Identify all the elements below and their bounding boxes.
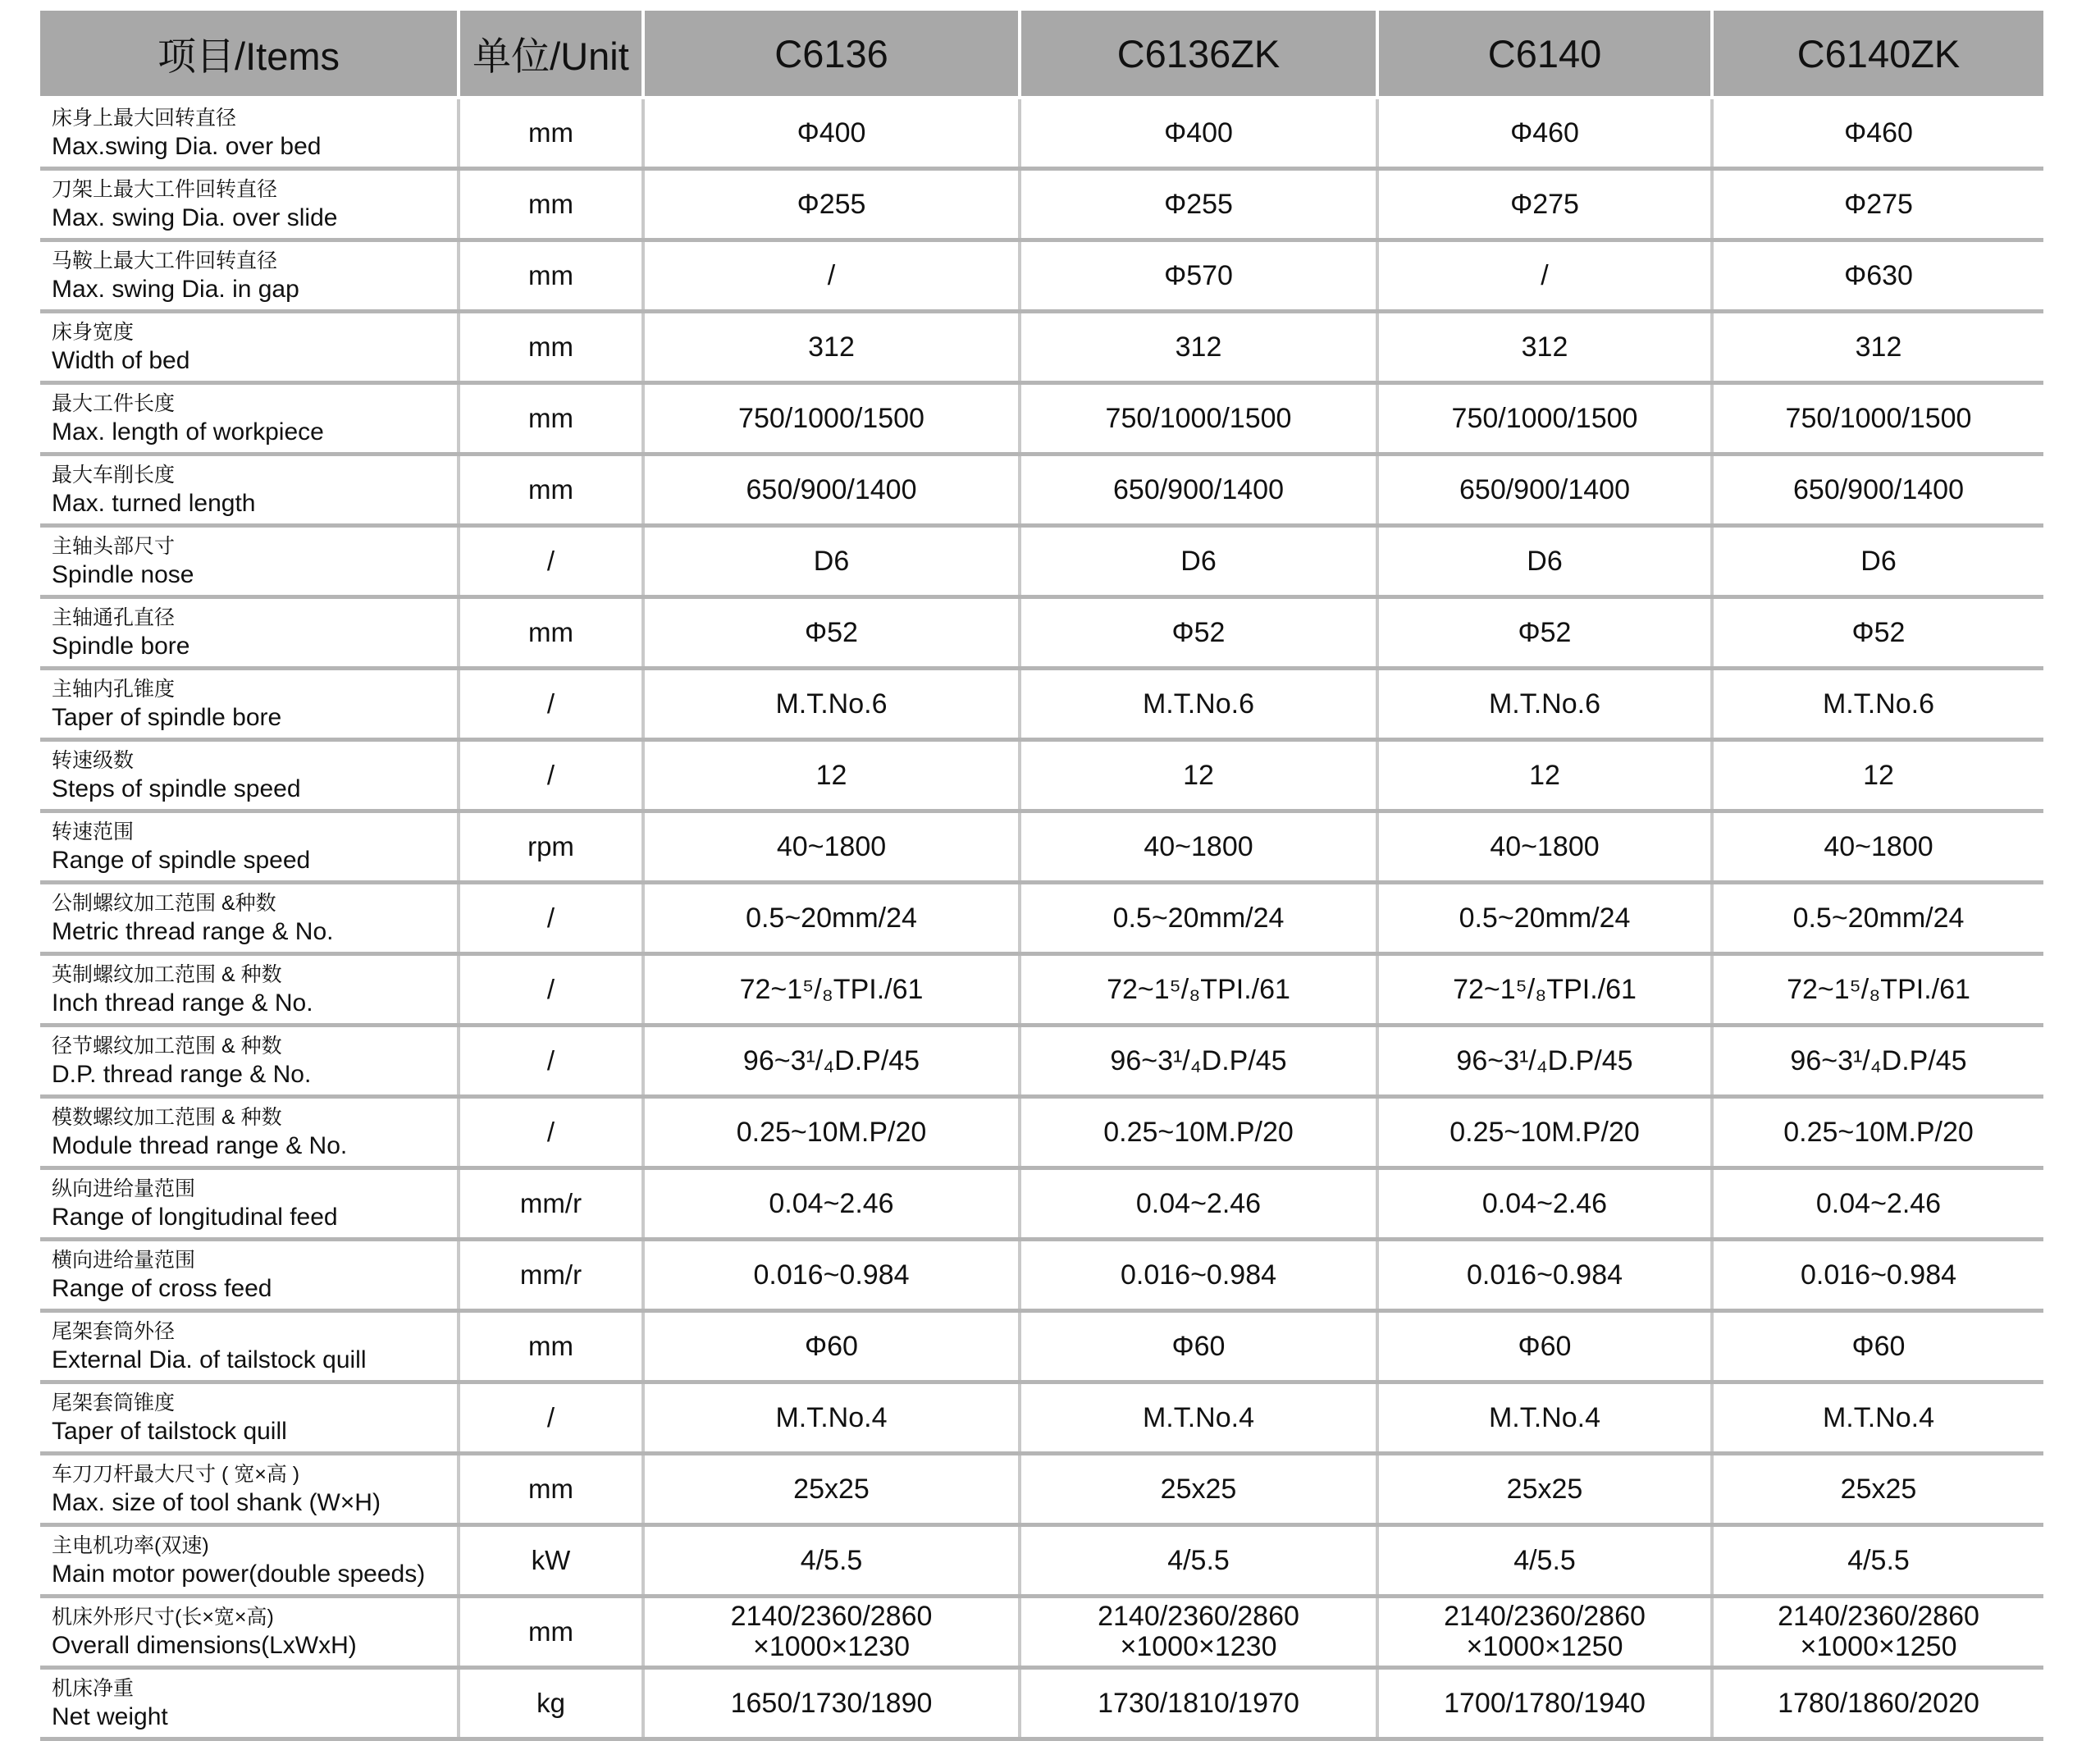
item-label-en: Max.swing Dia. over bed [52,133,322,160]
item-label-en: Spindle nose [52,561,194,588]
item-cell [40,883,459,954]
value-cell: 0.25~10M.P/20 [1020,1097,1377,1168]
table-row [40,1026,2043,1097]
value-cell: 40~1800 [1020,811,1377,883]
table-row [40,954,2043,1026]
value-cell: 4/5.5 [1712,1525,2043,1597]
item-label-zh: 径节螺纹加工范围 & 种数 [52,1035,282,1058]
item-label-zh: 转速范围 [52,820,135,843]
table-row [40,1525,2043,1597]
value-cell: 4/5.5 [1020,1525,1377,1597]
value-cell: 25x25 [1712,1454,2043,1525]
value-cell: Φ460 [1712,98,2043,169]
table-row [40,240,2043,312]
value-cell: 1650/1730/1890 [643,1668,1020,1739]
item-label-en: Steps of spindle speed [52,775,301,802]
item-label-en: Range of cross feed [52,1275,272,1302]
table-row [40,383,2043,455]
value-cell: M.T.No.6 [1020,669,1377,740]
value-cell: 25x25 [1020,1454,1377,1525]
table-row [40,312,2043,383]
item-label-zh: 尾架套筒锥度 [52,1391,176,1414]
unit-cell: mm [459,455,643,526]
unit-cell: / [459,1097,643,1168]
header-model: C6140 [1377,11,1712,98]
value-cell: Φ52 [1377,597,1712,669]
value-cell: 96~3¹/₄D.P/45 [643,1026,1020,1097]
value-cell: Φ60 [1377,1311,1712,1382]
table-row [40,1311,2043,1382]
item-label-zh: 主电机功率(双速) [52,1534,209,1557]
value-cell: M.T.No.6 [1712,669,2043,740]
header-model: C6140ZK [1712,11,2043,98]
item-label-en: External Dia. of tailstock quill [52,1346,367,1373]
unit-cell: / [459,526,643,597]
item-label-en: Max. size of tool shank (W×H) [52,1489,381,1516]
unit-cell: / [459,1026,643,1097]
item-label-en: Max. length of workpiece [52,418,324,446]
value-cell: 750/1000/1500 [1377,383,1712,455]
item-label-zh: 刀架上最大工件回转直径 [52,178,278,201]
value-cell: 650/900/1400 [1712,455,2043,526]
value-cell: / [1377,240,1712,312]
table-row [40,740,2043,811]
unit-cell: / [459,740,643,811]
unit-cell: / [459,883,643,954]
spec-body [40,98,2043,1739]
unit-cell: mm [459,169,643,240]
item-cell [40,1454,459,1525]
value-cell: D6 [1377,526,1712,597]
item-label-zh: 机床净重 [52,1677,135,1700]
item-label-zh: 主轴通孔直径 [52,606,176,629]
value-cell: M.T.No.6 [643,669,1020,740]
value-cell: M.T.No.4 [1712,1382,2043,1454]
value-cell: Φ570 [1020,240,1377,312]
item-label-en: Max. turned length [52,490,256,517]
item-label-zh: 最大车削长度 [52,464,176,487]
item-label-en: Spindle bore [52,633,190,660]
value-cell: D6 [643,526,1020,597]
value-cell: 40~1800 [643,811,1020,883]
value-cell: Φ275 [1712,169,2043,240]
value-cell: 650/900/1400 [1020,455,1377,526]
item-label-en: Metric thread range & No. [52,918,334,945]
value-cell: 25x25 [1377,1454,1712,1525]
value-cell: Φ460 [1377,98,1712,169]
item-cell [40,1168,459,1240]
value-cell: 72~1⁵/₈TPI./61 [1712,954,2043,1026]
value-cell: / [643,240,1020,312]
item-cell [40,1311,459,1382]
header-item: 项目/Items [40,11,459,98]
value-cell: 750/1000/1500 [1712,383,2043,455]
value-cell: 72~1⁵/₈TPI./61 [1020,954,1377,1026]
value-cell: 40~1800 [1712,811,2043,883]
value-cell: Φ255 [643,169,1020,240]
table-row [40,526,2043,597]
unit-cell: kg [459,1668,643,1739]
unit-cell: mm [459,1311,643,1382]
value-cell: M.T.No.6 [1377,669,1712,740]
table-row [40,597,2043,669]
item-label-en: Range of longitudinal feed [52,1204,338,1231]
value-cell: 750/1000/1500 [1020,383,1377,455]
unit-cell: / [459,1382,643,1454]
item-label-zh: 模数螺纹加工范围 & 种数 [52,1106,282,1129]
value-cell: 25x25 [643,1454,1020,1525]
value-cell: 0.25~10M.P/20 [1712,1097,2043,1168]
item-cell [40,1525,459,1597]
item-cell [40,1097,459,1168]
value-cell: Φ52 [1712,597,2043,669]
value-cell: 0.5~20mm/24 [1020,883,1377,954]
item-label-en: Range of spindle speed [52,847,311,874]
spec-table [40,11,2043,1741]
unit-cell: kW [459,1525,643,1597]
item-cell [40,1240,459,1311]
value-cell: Φ60 [1712,1311,2043,1382]
value-cell: 1780/1860/2020 [1712,1668,2043,1739]
value-cell: M.T.No.4 [1377,1382,1712,1454]
item-label-zh: 最大工件长度 [52,392,176,415]
item-cell [40,526,459,597]
item-cell [40,811,459,883]
value-cell: D6 [1712,526,2043,597]
item-label-en: Width of bed [52,347,190,374]
item-cell [40,1382,459,1454]
item-label-zh: 主轴头部尺寸 [52,535,176,558]
value-cell: 12 [1020,740,1377,811]
unit-cell: mm/r [459,1168,643,1240]
item-cell [40,597,459,669]
unit-cell: / [459,954,643,1026]
value-cell: Φ52 [1020,597,1377,669]
item-cell [40,98,459,169]
item-label-zh: 横向进给量范围 [52,1249,196,1272]
unit-cell: mm [459,383,643,455]
item-label-zh: 尾架套筒外径 [52,1320,176,1343]
unit-cell: mm [459,597,643,669]
unit-cell: mm [459,98,643,169]
table-row [40,98,2043,169]
value-cell: 650/900/1400 [1377,455,1712,526]
value-cell: 96~3¹/₄D.P/45 [1712,1026,2043,1097]
value-cell: 12 [643,740,1020,811]
item-label-zh: 床身宽度 [52,321,135,344]
value-cell: 4/5.5 [643,1525,1020,1597]
table-row [40,455,2043,526]
table-row [40,669,2043,740]
value-cell: 0.016~0.984 [643,1240,1020,1311]
value-cell: 312 [1020,312,1377,383]
table-row [40,1240,2043,1311]
value-cell: 0.04~2.46 [1377,1168,1712,1240]
table-row [40,1597,2043,1668]
value-cell: 0.04~2.46 [1712,1168,2043,1240]
item-label-en: Module thread range & No. [52,1132,348,1159]
value-cell: 0.5~20mm/24 [1377,883,1712,954]
unit-cell: mm [459,1597,643,1668]
value-cell: 0.25~10M.P/20 [643,1097,1020,1168]
value-cell: 96~3¹/₄D.P/45 [1020,1026,1377,1097]
value-cell: 2140/2360/2860 ×1000×1250 [1377,1597,1712,1668]
item-label-en: D.P. thread range & No. [52,1061,312,1088]
value-cell: Φ400 [643,98,1020,169]
header-unit: 单位/Unit [459,11,643,98]
value-cell: 96~3¹/₄D.P/45 [1377,1026,1712,1097]
value-cell: M.T.No.4 [643,1382,1020,1454]
item-label-zh: 转速级数 [52,749,135,772]
value-cell: Φ52 [643,597,1020,669]
item-label-en: Taper of spindle bore [52,704,282,731]
value-cell: 0.5~20mm/24 [1712,883,2043,954]
item-label-zh: 英制螺纹加工范围 & 种数 [52,963,282,986]
table-row [40,1097,2043,1168]
table-row [40,169,2043,240]
value-cell: 312 [643,312,1020,383]
value-cell: Φ630 [1712,240,2043,312]
value-cell: 750/1000/1500 [643,383,1020,455]
value-cell: 1700/1780/1940 [1377,1668,1712,1739]
header-model: C6136 [643,11,1020,98]
unit-cell: mm [459,312,643,383]
item-label-zh: 床身上最大回转直径 [52,107,237,130]
value-cell: 12 [1377,740,1712,811]
item-label-zh: 马鞍上最大工件回转直径 [52,249,278,272]
item-label-zh: 纵向进给量范围 [52,1177,196,1200]
item-label-zh: 主轴内孔锥度 [52,678,176,701]
item-cell [40,1597,459,1668]
value-cell: 0.04~2.46 [1020,1168,1377,1240]
unit-cell: rpm [459,811,643,883]
item-label-en: Overall dimensions(LxWxH) [52,1632,357,1659]
value-cell: 12 [1712,740,2043,811]
table-row [40,1454,2043,1525]
item-cell [40,1026,459,1097]
unit-cell: / [459,669,643,740]
item-cell [40,954,459,1026]
header-model: C6136ZK [1020,11,1377,98]
table-row [40,1382,2043,1454]
unit-cell: mm [459,240,643,312]
item-cell [40,312,459,383]
value-cell: D6 [1020,526,1377,597]
item-label-zh: 车刀刀杆最大尺寸 ( 宽×高 ) [52,1463,300,1486]
item-label-en: Max. swing Dia. over slide [52,204,338,231]
value-cell: 0.5~20mm/24 [643,883,1020,954]
item-cell [40,169,459,240]
value-cell: 0.016~0.984 [1712,1240,2043,1311]
item-label-en: Taper of tailstock quill [52,1418,287,1445]
table-row [40,811,2043,883]
value-cell: M.T.No.4 [1020,1382,1377,1454]
unit-cell: mm/r [459,1240,643,1311]
value-cell: 72~1⁵/₈TPI./61 [643,954,1020,1026]
value-cell: 312 [1377,312,1712,383]
value-cell: 2140/2360/2860 ×1000×1250 [1712,1597,2043,1668]
value-cell: 4/5.5 [1377,1525,1712,1597]
item-label-zh: 公制螺纹加工范围 &种数 [52,892,276,915]
value-cell: 40~1800 [1377,811,1712,883]
item-cell [40,455,459,526]
value-cell: 312 [1712,312,2043,383]
value-cell: 2140/2360/2860 ×1000×1230 [1020,1597,1377,1668]
value-cell: 0.04~2.46 [643,1168,1020,1240]
header-row [40,11,2043,98]
value-cell: 0.016~0.984 [1020,1240,1377,1311]
item-label-zh: 机床外形尺寸(长×宽×高) [52,1606,274,1629]
value-cell: Φ275 [1377,169,1712,240]
item-cell [40,240,459,312]
table-row [40,1668,2043,1739]
value-cell: 1730/1810/1970 [1020,1668,1377,1739]
item-label-en: Net weight [52,1703,168,1730]
value-cell: Φ255 [1020,169,1377,240]
unit-cell: mm [459,1454,643,1525]
item-cell [40,1668,459,1739]
item-cell [40,383,459,455]
item-cell [40,740,459,811]
value-cell: Φ400 [1020,98,1377,169]
value-cell: 2140/2360/2860 ×1000×1230 [643,1597,1020,1668]
table-row [40,883,2043,954]
value-cell: Φ60 [643,1311,1020,1382]
item-label-en: Inch thread range & No. [52,989,313,1017]
value-cell: Φ60 [1020,1311,1377,1382]
item-label-en: Main motor power(double speeds) [52,1561,426,1588]
value-cell: 650/900/1400 [643,455,1020,526]
value-cell: 0.016~0.984 [1377,1240,1712,1311]
item-label-en: Max. swing Dia. in gap [52,276,299,303]
value-cell: 0.25~10M.P/20 [1377,1097,1712,1168]
value-cell: 72~1⁵/₈TPI./61 [1377,954,1712,1026]
item-cell [40,669,459,740]
table-row [40,1168,2043,1240]
